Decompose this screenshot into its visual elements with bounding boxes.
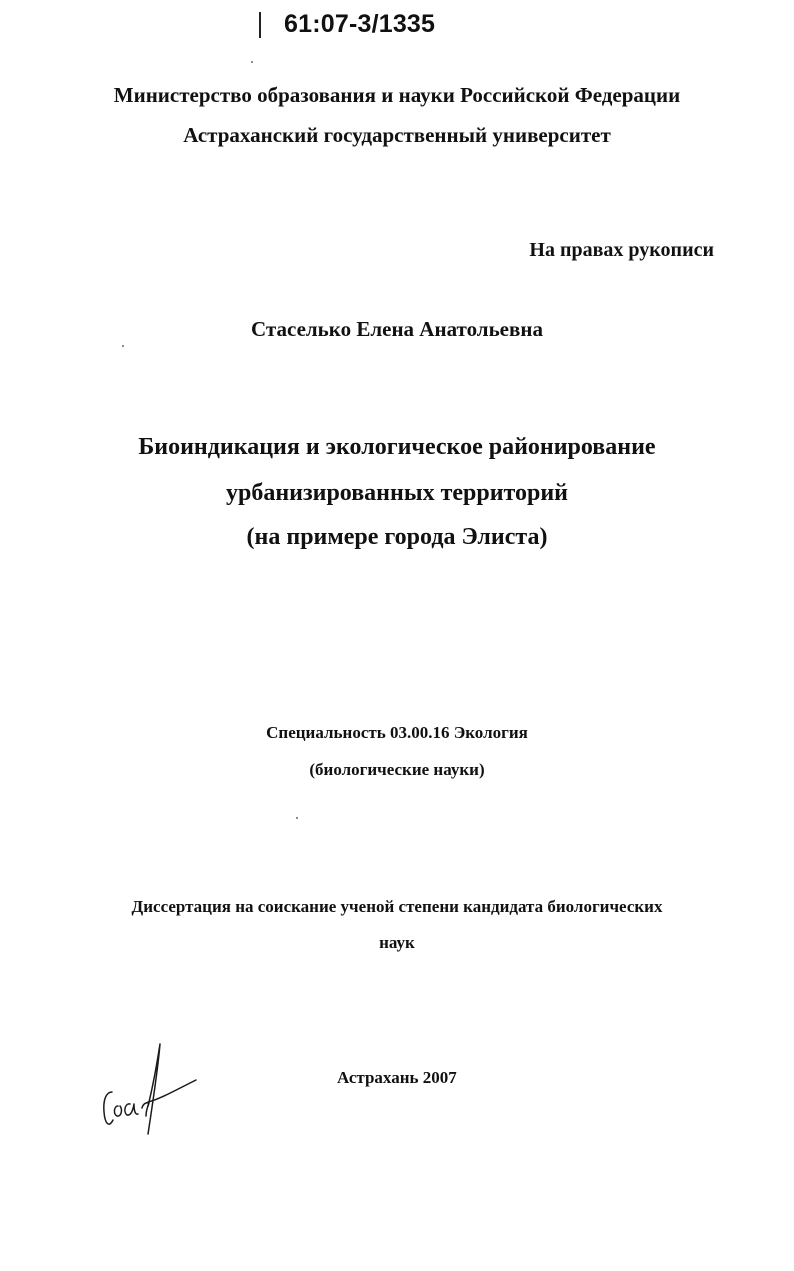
handwritten-signature xyxy=(96,1040,200,1140)
author-name: Стаселько Елена Анатольевна xyxy=(251,317,543,341)
city-year: Астрахань 2007 xyxy=(337,1068,457,1087)
title-line-1: Биоиндикация и экологическое районирование xyxy=(138,434,656,460)
scan-speck xyxy=(251,61,253,63)
specialty-line: Специальность 03.00.16 Экология xyxy=(266,723,528,742)
specialty-field: (биологические науки) xyxy=(309,760,485,779)
dissertation-line-2: наук xyxy=(379,933,415,952)
title-line-2: урбанизированных территорий xyxy=(225,480,569,506)
archive-stamp-code: 61:07-3/1335 xyxy=(284,10,436,38)
scan-speck xyxy=(122,345,124,347)
scan-speck xyxy=(296,817,298,819)
title-line-3: (на примере города Элиста) xyxy=(246,524,548,550)
stamp-bar xyxy=(259,12,261,38)
manuscript-note: На правах рукописи xyxy=(529,239,714,261)
ministry-line: Министерство образования и науки Российской Федерации xyxy=(113,83,681,107)
dissertation-line-1: Диссертация на соискание ученой степени кандидата биологических xyxy=(131,897,663,916)
university-line: Астраханский государственный университет xyxy=(183,123,611,147)
